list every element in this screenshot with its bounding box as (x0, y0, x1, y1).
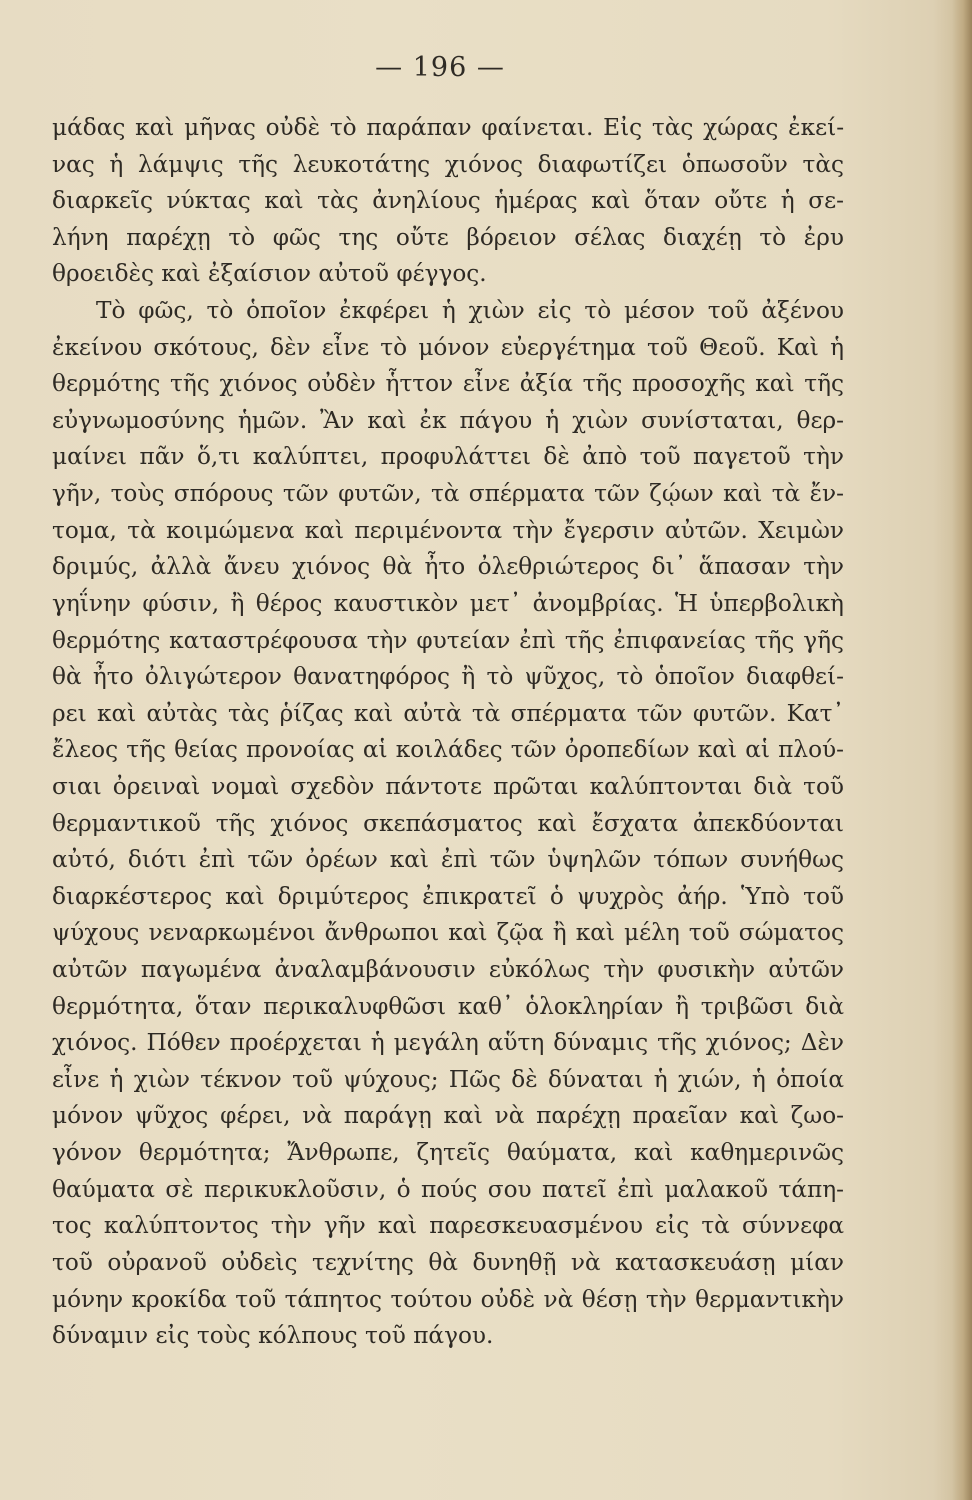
text-line: γόνον θερμότητα; Ἄνθρωπε, ζητεῖς θαύματα, καὶ καθημερινῶς (52, 1139, 844, 1167)
text-line: διαρκέστερος καὶ δριμύτερος ἐπικρατεῖ ὁ ψυχρὸς ἀήρ. Ὑπὸ τοῦ (52, 882, 844, 910)
text-line: ψύχους νεναρκωμένοι ἄνθρωποι καὶ ζῷα ἢ καὶ μέλη τοῦ σώματος (52, 919, 844, 947)
text-line: αὐτῶν παγωμένα ἀναλαμβάνουσιν εὐκόλως τὴν φυσικὴν αὐτῶν (52, 956, 844, 984)
text-line: δύναμιν εἰς τοὺς κόλπους τοῦ πάγου. (52, 1322, 494, 1350)
page-edge-shadow (952, 0, 972, 1500)
text-line: εὐγνωμοσύνης ἡμῶν. Ἂν καὶ ἐκ πάγου ἡ χιὼν συνίσταται, θερ- (52, 406, 844, 434)
text-line: σιαι ὀρειναὶ νομαὶ σχεδὸν πάντοτε πρῶται καλύπτονται διὰ τοῦ (52, 772, 844, 800)
text-line: μάδας καὶ μῆνας οὐδὲ τὸ παράπαν φαίνεται. Εἰς τὰς χώρας ἐκεί- (52, 114, 844, 141)
text-line: ἐκείνου σκότους, δὲν εἶνε τὸ μόνον εὐεργέτημα τοῦ Θεοῦ. Καὶ ἡ (52, 333, 844, 361)
text-line: αὐτό, διότι ἐπὶ τῶν ὀρέων καὶ ἐπὶ τῶν ὑψηλῶν τόπων συνήθως (52, 846, 844, 874)
text-line: θερμότητα, ὅταν περικαλυφθῶσι καθ᾿ ὁλοκληρίαν ἢ τριβῶσι διὰ (52, 992, 844, 1020)
text-line: νας ἡ λάμψις τῆς λευκοτάτης χιόνος διαφωτίζει ὁπωσοῦν τὰς (52, 150, 844, 178)
text-line: δριμύς, ἀλλὰ ἄνευ χιόνος θὰ ἦτο ὀλεθριώτερος δι᾿ ἅπασαν τὴν (52, 553, 844, 581)
text-line: εἶνε ἡ χιὼν τέκνον τοῦ ψύχους; Πῶς δὲ δύναται ἡ χιών, ἡ ὁποία (52, 1065, 844, 1093)
text-line: λήνη παρέχῃ τὸ φῶς της οὔτε βόρειον σέλας διαχέῃ τὸ ἐρυ (52, 223, 844, 251)
text-line: τος καλύπτοντος τὴν γῆν καὶ παρεσκευασμένου εἰς τὰ σύννεφα (52, 1212, 844, 1240)
text-line: θερμότης καταστρέφουσα τὴν φυτείαν ἐπὶ τῆς ἐπιφανείας τῆς γῆς (52, 626, 844, 654)
text-line: γηΐνην φύσιν, ἢ θέρος καυστικὸν μετ᾿ ἀνομβρίας. Ἡ ὑπερβολικὴ (52, 589, 844, 617)
text-line: θερμαντικοῦ τῆς χιόνος σκεπάσματος καὶ ἔσχατα ἀπεκδύονται (52, 809, 844, 837)
text-line: θροειδὲς καὶ ἐξαίσιον αὐτοῦ φέγγος. (52, 260, 487, 288)
text-line: θαύματα σὲ περικυκλοῦσιν, ὁ πούς σου πατεῖ ἐπὶ μαλακοῦ τάπη- (52, 1175, 844, 1203)
page-number: — 196 — (375, 52, 505, 83)
text-line: διαρκεῖς νύκτας καὶ τὰς ἀνηλίους ἡμέρας καὶ ὅταν οὔτε ἡ σε- (52, 187, 844, 215)
text-line: μόνον ψῦχος φέρει, νὰ παράγῃ καὶ νὰ παρέχῃ πραεῖαν καὶ ζωο- (52, 1102, 844, 1130)
text-line: γῆν, τοὺς σπόρους τῶν φυτῶν, τὰ σπέρματα τῶν ζῴων καὶ τὰ ἔν- (52, 480, 844, 508)
text-line: θὰ ἦτο ὀλιγώτερον θανατηφόρος ἢ τὸ ψῦχος, τὸ ὁποῖον διαφθεί- (52, 663, 844, 691)
text-line: Τὸ φῶς, τὸ ὁποῖον ἐκφέρει ἡ χιὼν εἰς τὸ μέσον τοῦ ἀξένου (96, 297, 844, 325)
text-line: θερμότης τῆς χιόνος οὐδὲν ἧττον εἶνε ἀξία τῆς προσοχῆς καὶ τῆς (52, 370, 844, 398)
text-line: ρει καὶ αὐτὰς τὰς ῥίζας καὶ αὐτὰ τὰ σπέρματα τῶν φυτῶν. Κατ᾿ (52, 699, 844, 727)
body-text (52, 110, 844, 1355)
text-line: μαίνει πᾶν ὅ,τι καλύπτει, προφυλάττει δὲ ἀπὸ τοῦ παγετοῦ τὴν (52, 443, 844, 471)
text-line: χιόνος. Πόθεν προέρχεται ἡ μεγάλη αὕτη δύναμις τῆς χιόνος; Δὲν (52, 1029, 844, 1057)
text-line: μόνην κροκίδα τοῦ τάπητος τούτου οὐδὲ νὰ θέσῃ τὴν θερμαντικὴν (52, 1285, 844, 1313)
text-line: τοῦ οὐρανοῦ οὐδεὶς τεχνίτης θὰ δυνηθῇ νὰ κατασκευάσῃ μίαν (52, 1248, 844, 1276)
text-line: ἔλεος τῆς θείας προνοίας αἱ κοιλάδες τῶν ὀροπεδίων καὶ αἱ πλού- (52, 736, 844, 764)
text-line: τομα, τὰ κοιμώμενα καὶ περιμένοντα τὴν ἔγερσιν αὐτῶν. Χειμὼν (52, 516, 844, 544)
